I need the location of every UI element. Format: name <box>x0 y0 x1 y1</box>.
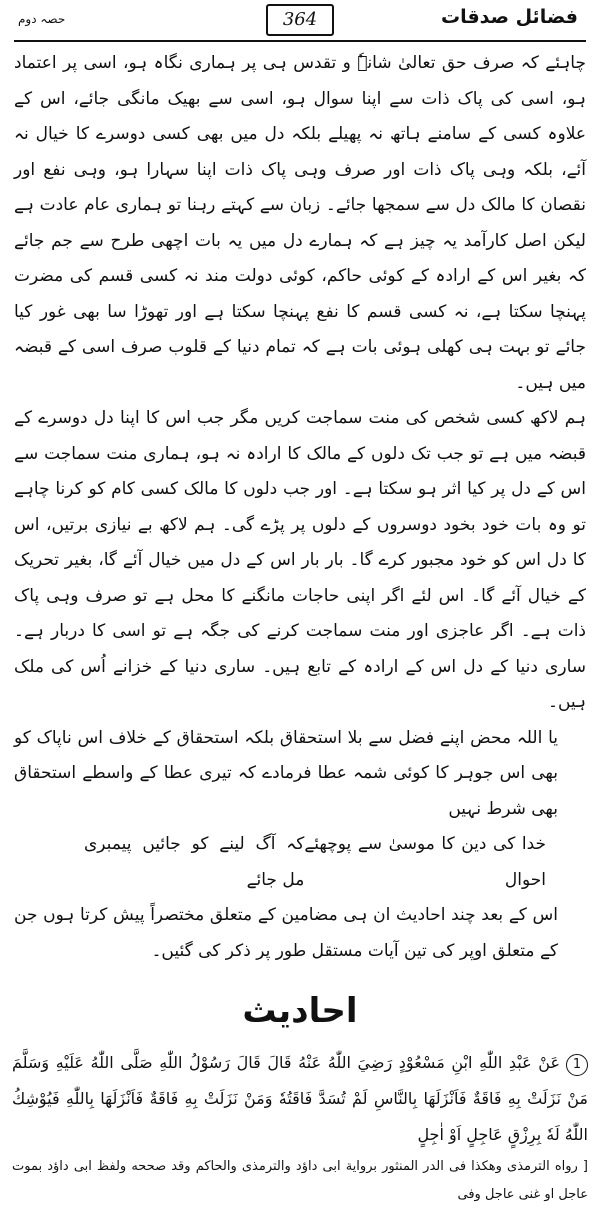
hadith-arabic-text: عَنْ عَبْدِ اللّٰهِ ابْنِ مَسْعُوْدٍ رَضِيَ اللّٰهُ عَنْهُ قَالَ قَالَ رَسُوْلُ اللّٰهِ صَلَّى اللّٰهُ عَلَيْهِ وَسَلَّمَ مَنْ نَزَلَتْ بِهِ فَاقَةٌ فَاَنْزَلَهَا بِالنَّاسِ لَمْ تُسَدَّ فَاقَتُهٗ وَمَنْ نَزَلَتْ بِهِ فَاقَةٌ فَاَنْزَلَهَا بِاللّٰهِ فَيُوْشِكُ اللّٰهُ لَهٗ بِرِزْقٍ عَاجِلٍ اَوْ اٰجِلٍ <box>12 1053 588 1144</box>
closing-paragraph: اس کے بعد چند احادیث ان ہی مضامین کے متعلق مختصراً پیش کرتا ہوں جن کے متعلق اوپر کی تین آیات مستقل طور پر ذکر کی گئیں۔ <box>14 905 558 961</box>
book-title: فضائل صدقات <box>440 6 578 28</box>
hadith-block <box>12 1045 588 1153</box>
couplet <box>14 827 586 898</box>
paragraph-2: ہم لاکھ کسی شخص کی منت سماجت کریں مگر جب اس کا اپنا دل دوسرے کے قبضہ میں ہے تو جب تک دلوں کے مالک کا ارادہ نہ ہو، ہماری منت سماجت سے اس کے دل پر کیا اثر ہو سکتا ہے۔ اور جب دلوں کا مالک کسی کام کو کرنا چاہے تو وہ بات خود بخود دوسروں کے دلوں پر پڑے گی۔ ہم لاکھ بے نیازی برتیں، اس کا دل اس کو خود مجبور کرے گا۔ بار بار اس کے دل میں خیال آئے گا، بغیر تحریک کے خیال آئے گا۔ اس لئے اگر اپنی حاجات مانگنے کا محل ہے تو صرف وہی پاک ذات ہے۔ اگر عاجزی اور منت سماجت کرنے کی جگہ ہے تو اسی کا دربار ہے۔ ساری دنیا کے دل اس کے ارادہ کے تابع ہیں۔ ساری دنیا کے خزانے اُس کی ملک ہیں۔ <box>14 408 586 712</box>
page-header <box>14 0 586 42</box>
section-heading: احادیث <box>242 991 358 1031</box>
couplet-first-line: خدا کی دین کا موسیٰ سے پوچھئے احوال <box>304 834 546 890</box>
hadith-number: 1 <box>566 1054 588 1076</box>
hadith-reference: [ رواه الترمذی وهكذا فی الدر المنثور برواية ابی داؤد والترمذی والحاكم وقد صححه ولفظ ابی داؤد بموت عاجل او غنی عاجل وفی <box>12 1159 588 1202</box>
page-number: 364 <box>266 4 334 36</box>
paragraph-1: چاہئے کہ صرف حق تعالیٰ شانہٗ و تقدس ہی پر ہماری نگاہ ہو، اسی پر اعتماد ہو، اسی کی پاک ذات سے اپنا سوال ہو، اسی سے بھیک مانگی جائے، اس کے علاوہ کسی کے سامنے ہاتھ نہ پھیلے بلکہ دل میں بھی کسی دوسرے کا خیال نہ آئے، بلکہ وہی پاک ذات اور صرف وہی پاک ذات اپنا سہارا ہو، وہی نفع اور نقصان کا مالک دل سے سمجھا جائے۔ زبان سے کہتے رہنا تو ہماری عام عادت ہے لیکن اصل کارآمد یہ چیز ہے کہ ہمارے دل میں یہ بات اچھی طرح سے جم جائے کہ بغیر اس کے ارادہ کے کوئی حاکم، کوئی دولت مند نہ کسی قسم کی مضرت پہنچا سکتا ہے، نہ کسی قسم کا نفع پہنچا سکتا ہے اور تھوڑا سا بھی غور کیا جائے تو بہت ہی کھلی ہوئی بات ہے کہ تمام دنیا کے قلوب صرف اسی کے قبضہ میں ہیں۔ <box>14 53 586 393</box>
couplet-second-line: کہ آگ لینے کو جائیں پیمبری مل جائے <box>84 834 305 890</box>
page-body <box>12 42 588 969</box>
prayer-text: یا اللہ محض اپنے فضل سے بلا استحقاق بلکہ استحقاق کے خلاف اس ناپاک کو بھی اس جوہر کا کوئی شمہ عطا فرمادے کہ تیری عطا کے واسطے استحقاق بھی شرط نہیں <box>14 727 558 819</box>
part-label: حصہ دوم <box>18 12 66 26</box>
